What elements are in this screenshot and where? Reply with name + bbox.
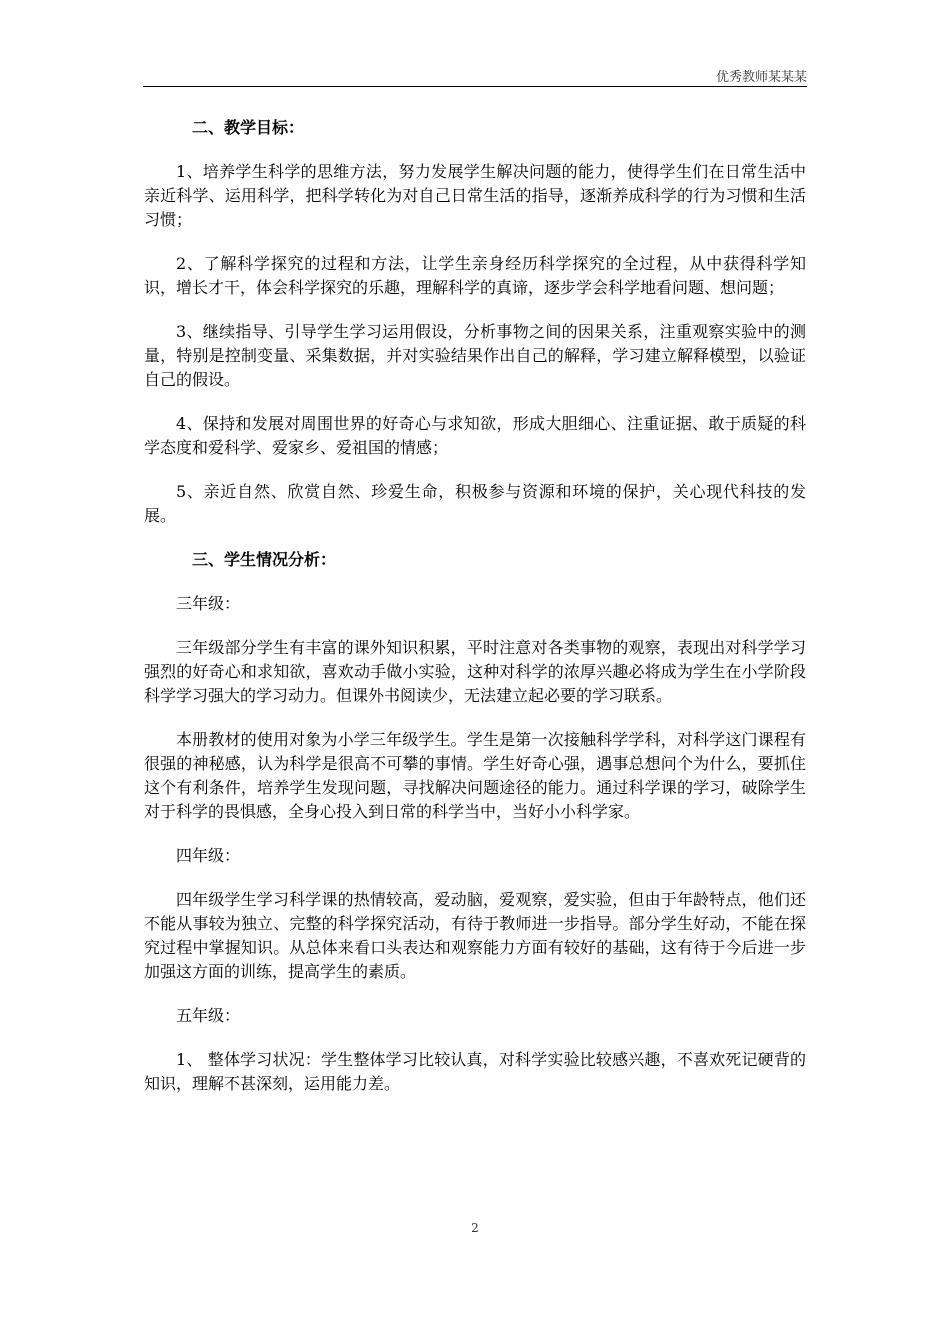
paragraph: 3、继续指导、引导学生学习运用假设，分析事物之间的因果关系，注重观察实验中的测量，特别是控制变量、采集数据，并对实验结果作出自己的解释，学习建立解释模型，以验证自己的假设。: [144, 322, 806, 389]
grade-label: 四年级：: [176, 846, 241, 865]
paragraph: 5、亲近自然、欣赏自然、珍爱生命，积极参与资源和环境的保护，关心现代科技的发展。: [144, 482, 806, 525]
paragraph: 1、培养学生科学的思维方法，努力发展学生解决问题的能力，使得学生们在日常生活中亲近科学、运用科学，把科学转化为对自己日常生活的指导，逐渐养成科学的行为习惯和生活习惯；: [144, 162, 806, 229]
paragraph: 四年级学生学习科学课的热情较高，爱动脑，爱观察，爱实验，但由于年龄特点，他们还不能从事较为独立、完整的科学探究活动，有待于教师进一步指导。部分学生好动，不能在探究过程中掌握知识。从总体来看口头表达和观察能力方面有较好的基础，这有待于今后进一步加强这方面的训练，提高学生的素质。: [144, 890, 806, 981]
grade-label: 五年级：: [176, 1006, 241, 1025]
paragraph: 2、了解科学探究的过程和方法，让学生亲身经历科学探究的全过程，从中获得科学知识，增长才干，体会科学探究的乐趣，理解科学的真谛，逐步学会科学地看问题、想问题；: [144, 254, 806, 297]
paragraph: 4、保持和发展对周围世界的好奇心与求知欲，形成大胆细心、注重证据、敢于质疑的科学态度和爱科学、爱家乡、爱祖国的情感；: [144, 414, 806, 457]
paragraph: 1、 整体学习状况：学生整体学习比较认真，对科学实验比较感兴趣，不喜欢死记硬背的知识，理解不甚深刻，运用能力差。: [144, 1050, 806, 1093]
header-rule: [143, 86, 807, 87]
section-heading-students: 三、学生情况分析：: [192, 550, 337, 569]
section-heading-goals: 二、教学目标：: [192, 118, 305, 137]
document-body: [144, 116, 806, 1116]
grade-label: 三年级：: [176, 594, 241, 613]
page-number: 2: [471, 1221, 479, 1235]
paragraph: 三年级部分学生有丰富的课外知识积累，平时注意对各类事物的观察，表现出对科学学习强烈的好奇心和求知欲，喜欢动手做小实验，这种对科学的浓厚兴趣必将成为学生在小学阶段科学学习强大的学习动力。但课外书阅读少，无法建立起必要的学习联系。: [144, 638, 806, 705]
page-header: 优秀教师某某某: [715, 70, 807, 85]
paragraph: 本册教材的使用对象为小学三年级学生。学生是第一次接触科学学科，对科学这门课程有很强的神秘感，认为科学是很高不可攀的事情。学生好奇心强，遇事总想问个为什么，要抓住这个有利条件，培养学生发现问题，寻找解决问题途径的能力。通过科学课的学习，破除学生对于科学的畏惧感，全身心投入到日常的科学当中，当好小小科学家。: [144, 730, 806, 821]
